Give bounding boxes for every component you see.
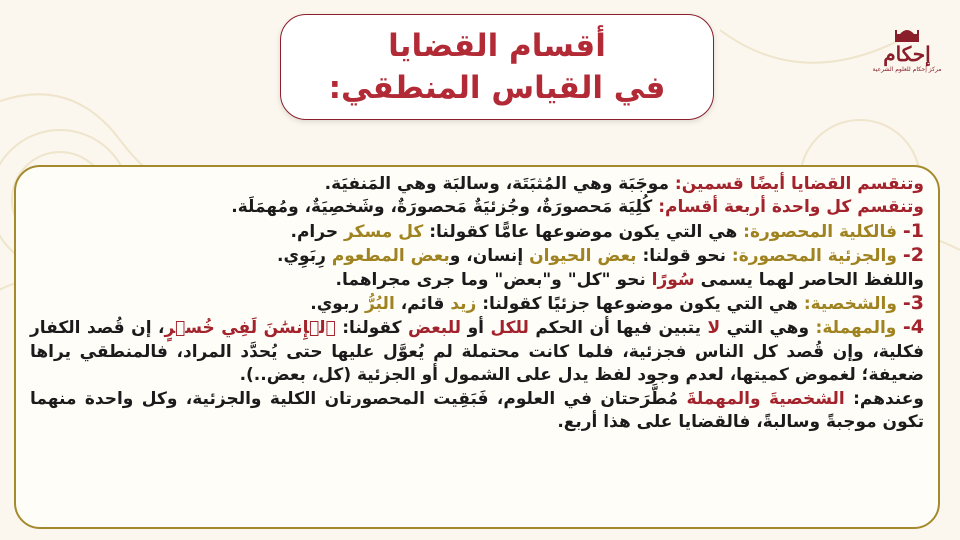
p6-term: والشخصية: (803, 294, 903, 315)
p6-example-2: البُرُّ (365, 294, 395, 315)
p5-tail: نحو "كل" و"بعض" وما جرى مجراهما. (335, 269, 652, 290)
p3-text: هي التي يكون موضوعها عامًّا كقولنا: (423, 221, 744, 242)
p7-text-1: وهي التي (720, 318, 816, 339)
p7-text-5: ، إن قُصد الكفار فكلية، وإن قُصد كل الناس فجزئية، فلما كانت محتملة لم يُعوَّل عليها حتى يُحدَّد المراد، فالمنطقي يراها ضعيفة؛ لغموض كميتها، لعدم وجود لفظ يدل على الشمول أو الجزئية (كل، بعض..). (30, 318, 924, 386)
p7-text-2: يتبين فيها أن الحكم (528, 318, 708, 339)
p6-tail: ربوي. (310, 294, 366, 315)
paragraph-4 (30, 244, 924, 268)
mosque-icon (894, 28, 920, 42)
p6-example-1: زيد (450, 294, 477, 315)
p7-text-4: كقولنا: (335, 318, 409, 339)
paragraph-3 (30, 220, 924, 244)
p2-text: كُلِيَة مَحصورَةٌ، وجُزئيَةٌ مَحصورَةٌ، وشَخصِيَةٌ، ومُهمَلَة. (231, 197, 659, 218)
p6-text: هي التي يكون موضوعها جزئيًا كقولنا: (476, 294, 804, 315)
p5-text: واللفظ الحاصر لهما يسمى (694, 269, 924, 290)
title-box (280, 14, 714, 120)
content-box (14, 165, 940, 529)
paragraph-6 (30, 292, 924, 316)
paragraph-1 (30, 173, 924, 196)
title-line-1: أقسام القضايا (388, 28, 606, 64)
p7-kull: للكل (490, 318, 529, 339)
logo-subtitle: مركز إحكام للعلوم الشرعية (872, 66, 942, 73)
p7-text-3: أو (461, 318, 491, 339)
title-line-2: في القياس المنطقي: (328, 70, 666, 106)
p8-term: الشخصيةَ والمهملةَ (686, 388, 845, 409)
p6-mid: قائم، (394, 294, 451, 315)
p7-baad: للبعض (408, 318, 462, 339)
p4-tail: رِبَوِي. (277, 246, 332, 267)
p7-verse: ٱلۡإِنسَٰنَ لَفِي خُسۡرٍ (164, 318, 336, 339)
p4-text: نحو قولنا: (636, 246, 732, 267)
p7-la: لا (707, 318, 721, 339)
paragraph-7 (30, 316, 924, 387)
p7-number: 4- (902, 316, 924, 339)
p8-text-1: وعندهم: (844, 388, 924, 409)
p6-number: 3- (902, 292, 924, 315)
ihkam-logo (872, 28, 942, 96)
p3-tail: حرام. (290, 221, 345, 242)
p1-text: موجَبَة وهي المُثبَتَة، وسالبَة وهي المَنفيَة. (324, 174, 675, 194)
p3-term: فالكلية المحصورة: (743, 221, 903, 242)
p4-mid: إنسان، و (449, 246, 530, 267)
p8-text-2: مُطَّرَحتان في العلوم، فَبَقِيت المحصورتان الكلية والجزئية، وكل واحدة منهما تكون موجبةً وسالبةً، فالقضايا على هذا أربع. (30, 388, 924, 433)
logo-name: إحكام (883, 42, 931, 66)
p3-number: 1- (902, 219, 924, 242)
p4-number: 2- (902, 244, 924, 267)
p1-lead: وتنقسم القضايا أيضًا قسمين: (674, 174, 924, 194)
p2-lead: وتنقسم كل واحدة أربعة أقسام: (658, 197, 924, 218)
paragraph-2 (30, 196, 924, 219)
p7-term: والمهملة: (815, 318, 903, 339)
p4-example-2: بعض المطعوم (331, 246, 450, 267)
paragraph-8 (30, 388, 924, 435)
paragraph-5 (30, 269, 924, 292)
p4-term: والجزئية المحصورة: (731, 246, 903, 267)
p4-example-1: بعض الحيوان (529, 246, 637, 267)
p3-example: كل مسكر (344, 221, 424, 242)
p5-word: سُورًا (651, 269, 695, 290)
